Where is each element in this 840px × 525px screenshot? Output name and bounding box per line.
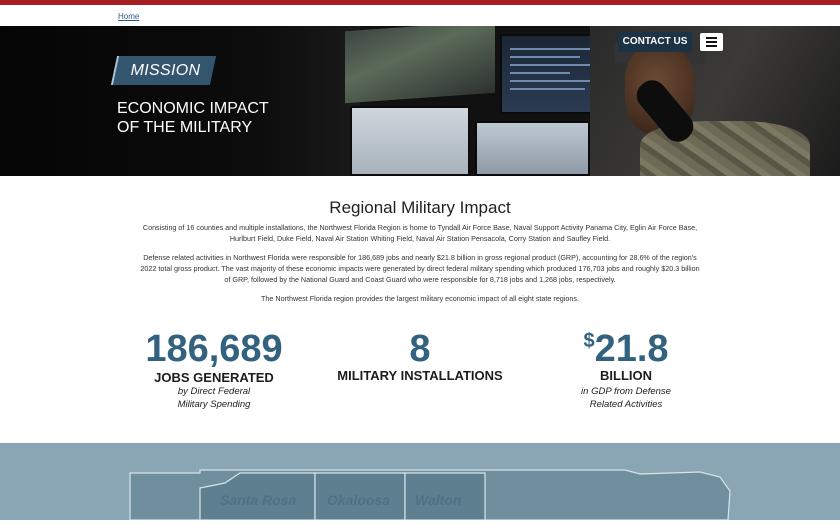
breadcrumb <box>0 5 840 26</box>
hero-photo-monitor <box>345 26 495 103</box>
hero-photo-monitor <box>475 121 590 176</box>
jobs-stat-value: 186,689 <box>145 328 283 370</box>
gdp-stat-number: 21.8 <box>594 328 669 370</box>
impact-paragraph: Defense related activities in Northwest Florida were responsible for 186,689 jobs and nearly $21.8 billion in gross regional product (GRP), accounting for 28.6% of the region's 2022 total gross product. The vast majority of these economic impacts were generated by direct federal military spending which produced 176,703 jobs and roughly $20.3 billion of GRP, followed by the National Guard and Coast Guard who were responsible for 8,718 jobs and 1,268 jobs, respectively. <box>140 253 700 284</box>
hero-title-line: ECONOMIC IMPACT <box>117 100 269 117</box>
section-title: Regional Military Impact <box>329 198 511 217</box>
intro-paragraph: Consisting of 16 counties and multiple installations, the Northwest Florida Region is home to Tyndall Air Force Base, Naval Support Activity Panama City, Eglin Air Force Base, Hurlburt Field, Duke Field, Naval Air Station Whiting Field, Naval Air Station Pensacola, Corry Station and Saufley Field. <box>142 223 698 243</box>
stat-sub-line: in GDP from Defense <box>581 386 671 397</box>
summary-paragraph: The Northwest Florida region provides the largest military economic impact of all eight state regions. <box>261 294 579 303</box>
hero-title <box>117 99 317 137</box>
gdp-stat-description <box>560 385 692 411</box>
contact-us-button[interactable]: CONTACT US <box>618 32 692 52</box>
region-map-shape <box>0 443 840 520</box>
mission-tag: MISSION <box>130 62 201 79</box>
region-map <box>0 443 840 520</box>
county-label-okaloosa[interactable]: Okaloosa <box>327 492 391 508</box>
stat-sub-line: Military Spending <box>177 399 251 410</box>
installations-stat-label: MILITARY INSTALLATIONS <box>337 368 503 383</box>
jobs-stat-label: JOBS GENERATED <box>154 370 274 385</box>
hamburger-icon <box>706 37 717 39</box>
breadcrumb-home-link[interactable]: Home <box>118 12 140 21</box>
hero-photo-monitor <box>350 106 470 176</box>
menu-button[interactable] <box>700 33 723 51</box>
jobs-stat-description <box>140 385 288 411</box>
hero-title-line: OF THE MILITARY <box>117 119 253 136</box>
county-label-santa-rosa[interactable]: Santa Rosa <box>220 492 297 508</box>
dollar-sign: $ <box>583 330 595 352</box>
installations-stat-value: 8 <box>409 328 431 370</box>
stat-sub-line: by Direct Federal <box>177 386 251 397</box>
gdp-stat-value <box>570 328 682 371</box>
hamburger-icon <box>706 41 717 43</box>
hamburger-icon <box>706 45 717 47</box>
gdp-stat-label: BILLION <box>600 368 652 383</box>
county-label-walton[interactable]: Walton <box>415 492 462 508</box>
stat-sub-line: Related Activities <box>589 399 663 410</box>
